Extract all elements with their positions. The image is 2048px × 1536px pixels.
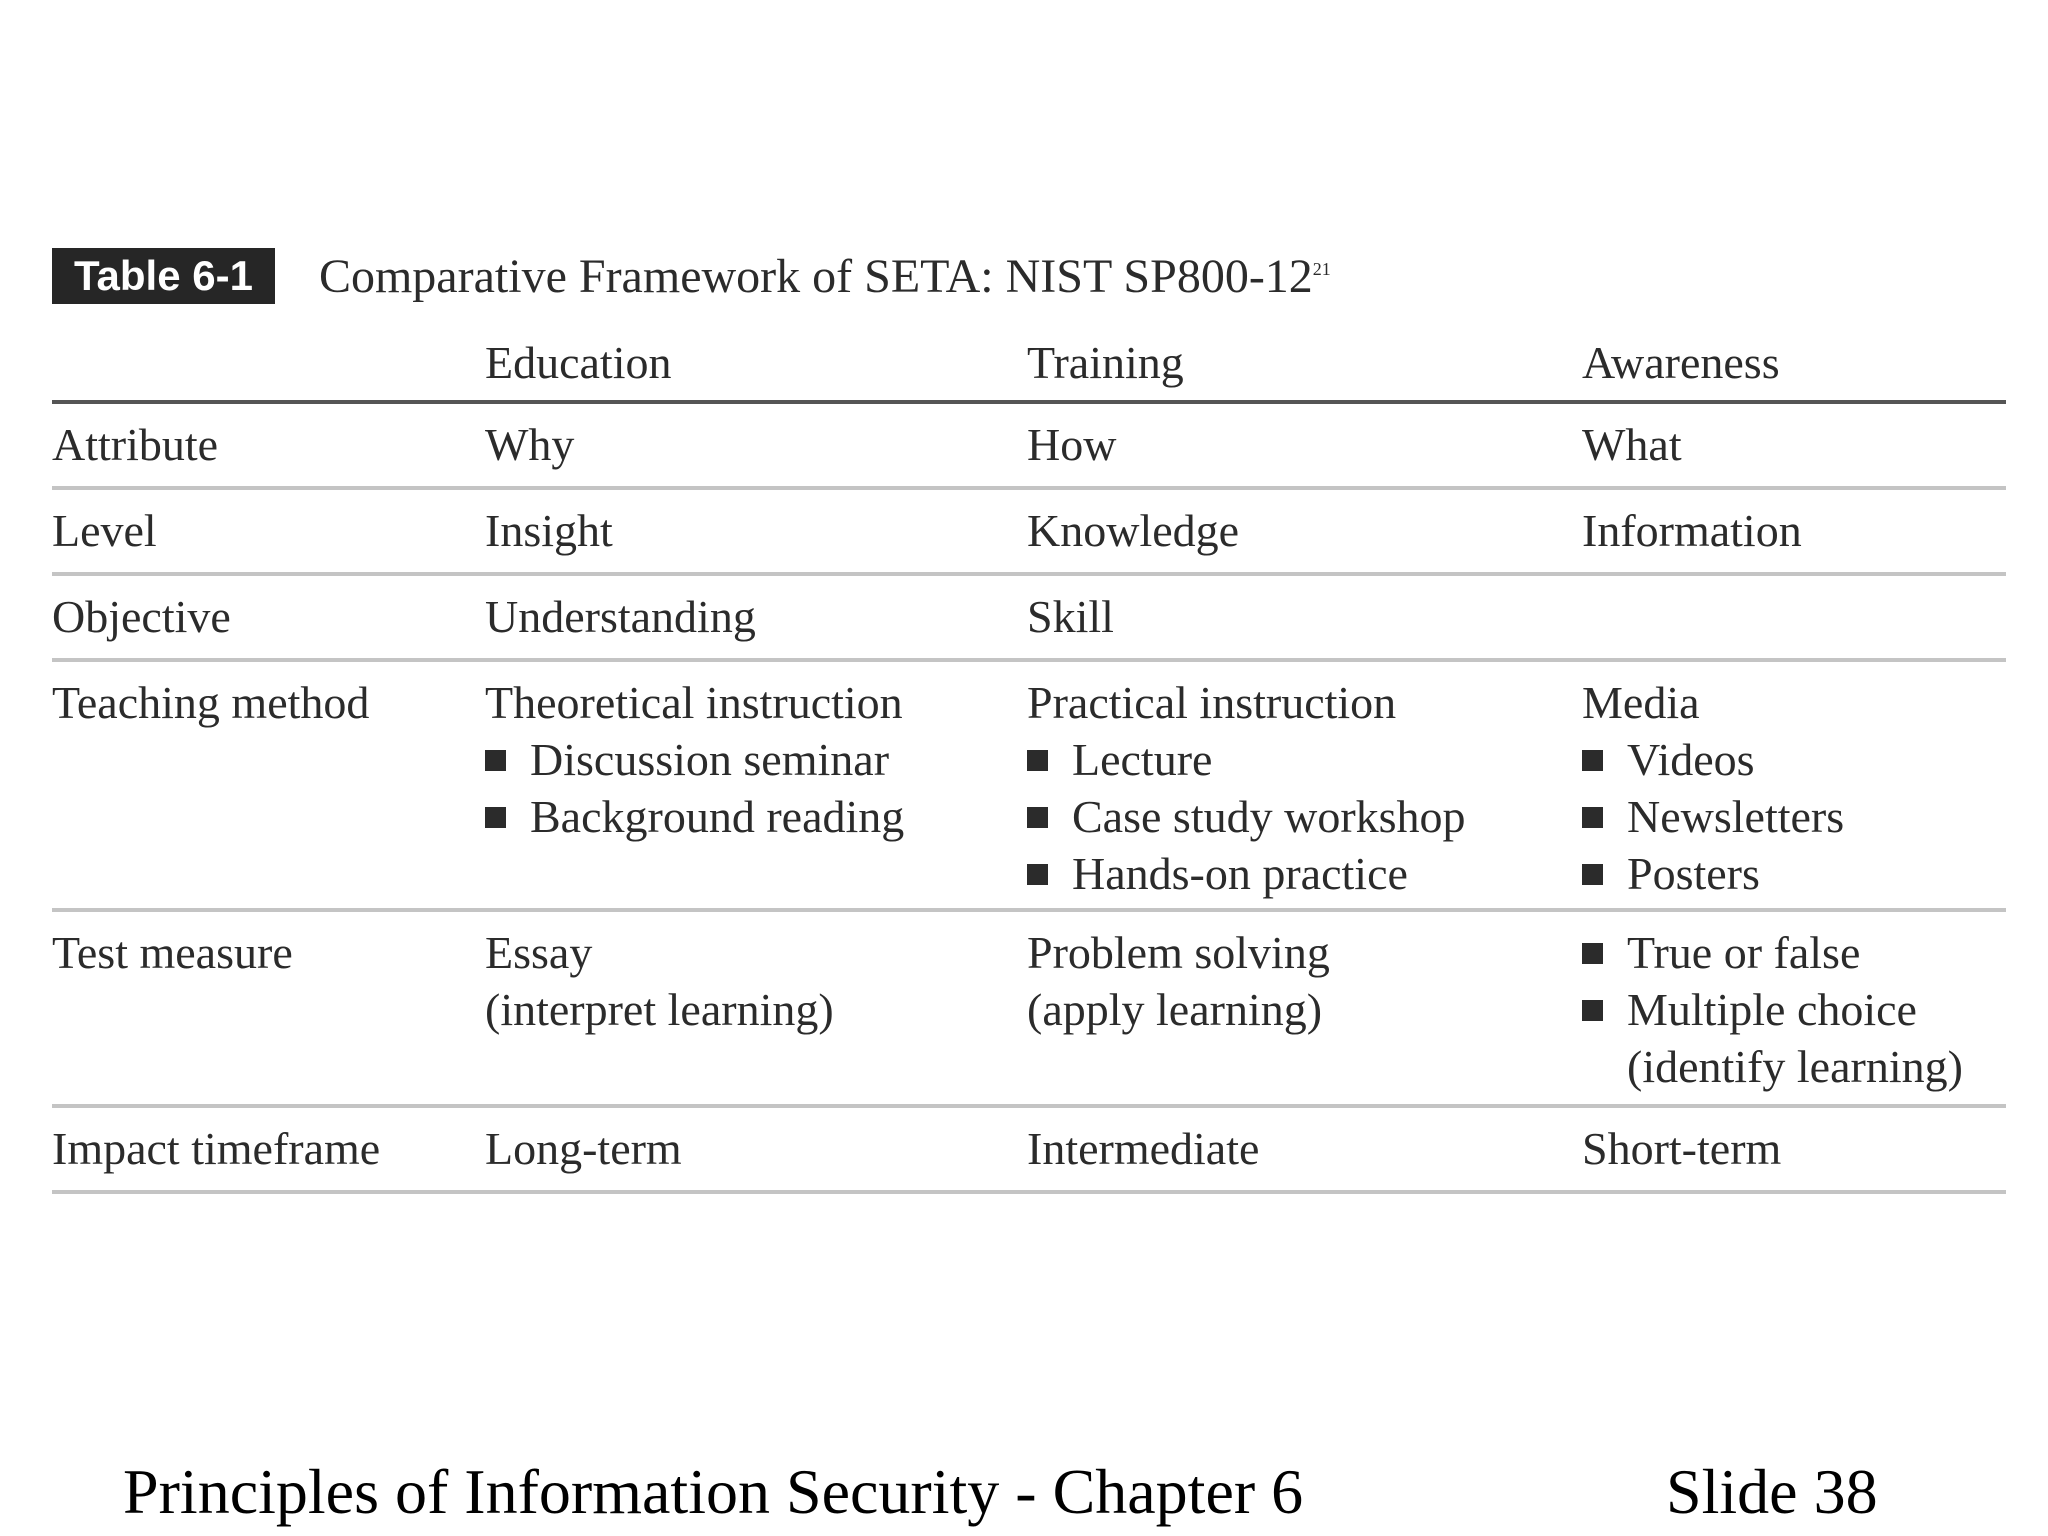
cell-text: Problem solving (1027, 927, 1330, 978)
cell-education (485, 674, 904, 845)
bullet-text: True or false (1627, 927, 1861, 978)
cell-text: Understanding (485, 591, 756, 642)
row-label: Test measure (52, 927, 293, 978)
table-row (52, 912, 2006, 1108)
cell-text: (apply learning) (1027, 984, 1323, 1035)
bullet-text: Newsletters (1627, 791, 1845, 842)
cell-text: Short-term (1582, 1123, 1782, 1174)
cell-training (1027, 924, 1330, 1038)
square-bullet-icon (1027, 807, 1048, 828)
cell-text: What (1582, 419, 1682, 470)
table-number-label: Table 6-1 (52, 248, 275, 304)
footer-slide-number: Slide 38 (1666, 1456, 1878, 1527)
cell-awareness (1582, 924, 2006, 1095)
cell-text: Why (485, 419, 575, 470)
cell-education (485, 924, 834, 1038)
header-cell-awareness: Awareness (1582, 337, 1780, 388)
cell-awareness (1582, 502, 2006, 559)
cell-text: How (1027, 419, 1117, 470)
table-caption (52, 248, 1331, 304)
cell-training (1027, 1120, 1259, 1177)
bullet-item (1027, 845, 1466, 902)
cell-text: Information (1582, 505, 1802, 556)
cell-text: Practical instruction (1027, 677, 1397, 728)
square-bullet-icon (1582, 750, 1603, 771)
cell-text: Skill (1027, 591, 1114, 642)
bullet-text: Hands-on practice (1072, 848, 1408, 899)
bullet-item (1582, 731, 2006, 788)
square-bullet-icon (485, 807, 506, 828)
square-bullet-icon (1027, 750, 1048, 771)
square-bullet-icon (1027, 864, 1048, 885)
square-bullet-icon (1582, 943, 1603, 964)
cell-training (1027, 588, 1114, 645)
square-bullet-icon (1582, 807, 1603, 828)
table-title-text: Comparative Framework of SETA: NIST SP800-12 (318, 249, 1313, 303)
bullet-item (485, 788, 904, 845)
cell-text: Intermediate (1027, 1123, 1260, 1174)
row-label: Attribute (52, 419, 219, 470)
table-row (52, 576, 2006, 662)
cell-text: Media (1582, 677, 1700, 728)
bullet-text: Discussion seminar (530, 734, 890, 785)
bullet-text: Posters (1627, 848, 1760, 899)
header-cell-education: Education (485, 337, 672, 388)
row-label: Teaching method (52, 677, 370, 728)
table-row (52, 662, 2006, 912)
table-header-row (52, 330, 2006, 404)
cell-education (485, 416, 574, 473)
bullet-text: Multiple choice (1627, 984, 1917, 1035)
row-label: Level (52, 505, 157, 556)
cell-training (1027, 674, 1466, 902)
table-row (52, 404, 2006, 490)
cell-awareness (1582, 1120, 2006, 1177)
bullet-continuation: (identify learning) (1627, 1041, 1963, 1092)
cell-training (1027, 502, 1239, 559)
bullet-text: Lecture (1072, 734, 1213, 785)
bullet-item (1582, 981, 2006, 1038)
bullet-item (1582, 845, 2006, 902)
cell-text: Knowledge (1027, 505, 1240, 556)
square-bullet-icon (1582, 864, 1603, 885)
cell-text: Essay (485, 927, 593, 978)
bullet-text: Background reading (530, 791, 905, 842)
bullet-item (1582, 788, 2006, 845)
row-label: Objective (52, 591, 231, 642)
square-bullet-icon (485, 750, 506, 771)
table-body (52, 404, 2006, 1194)
bullet-item (485, 731, 904, 788)
cell-text: Theoretical instruction (485, 677, 903, 728)
cell-education (485, 502, 613, 559)
seta-comparison-table (52, 330, 2006, 1194)
square-bullet-icon (1582, 1000, 1603, 1021)
cell-education (485, 1120, 682, 1177)
cell-awareness (1582, 674, 2006, 902)
table-row (52, 1108, 2006, 1194)
bullet-text: Case study workshop (1072, 791, 1466, 842)
footer-course-title: Principles of Information Security - Chapter 6 (123, 1456, 1304, 1527)
cell-text: Insight (485, 505, 613, 556)
bullet-item (1027, 731, 1466, 788)
bullet-item (1582, 924, 2006, 981)
footnote-marker: 21 (1312, 258, 1331, 279)
bullet-item (1027, 788, 1466, 845)
cell-training (1027, 416, 1116, 473)
cell-awareness (1582, 416, 2006, 473)
header-cell-training: Training (1027, 337, 1184, 388)
table-row (52, 490, 2006, 576)
cell-text: Long-term (485, 1123, 682, 1174)
table-title (319, 249, 1331, 304)
bullet-text: Videos (1627, 734, 1755, 785)
cell-education (485, 588, 756, 645)
cell-text: (interpret learning) (485, 984, 834, 1035)
row-label: Impact timeframe (52, 1123, 381, 1174)
